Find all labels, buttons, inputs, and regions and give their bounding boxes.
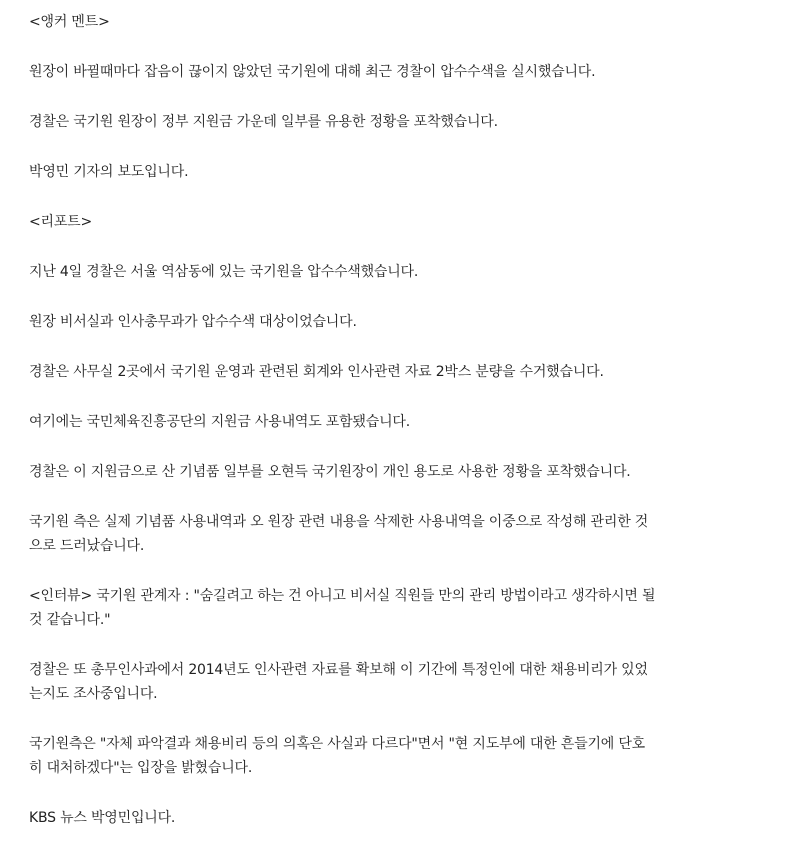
anchor-comment-label: <앵커 멘트> <box>29 14 110 30</box>
paragraph-gap <box>29 334 776 360</box>
paragraph-gap <box>29 558 776 584</box>
paragraph-gap <box>29 706 776 732</box>
lead-paragraph: 경찰은 국기원 원장이 정부 지원금 가운데 일부를 유용한 정황을 포착했습니다. <box>29 114 498 130</box>
body-paragraph: 여기에는 국민체육진흥공단의 지원금 사용내역도 포함됐습니다. <box>29 414 410 430</box>
body-paragraph: 경찰은 또 총무인사과에서 2014년도 인사관련 자료를 확보해 이 기간에 특정인에 대한 채용비리가 있었 는지도 조사중입니다. <box>29 662 648 702</box>
body-paragraph: 경찰은 사무실 2곳에서 국기원 운영과 관련된 회계와 인사관련 자료 2박스 분량을 수거했습니다. <box>29 364 604 380</box>
reporter-intro: 박영민 기자의 보도입니다. <box>29 164 189 180</box>
body-paragraph: 지난 4일 경찰은 서울 역삼동에 있는 국기원을 압수수색했습니다. <box>29 264 419 280</box>
paragraph-gap <box>29 34 776 60</box>
report-section-label: <리포트> <box>29 214 93 230</box>
body-paragraph: 경찰은 이 지원금으로 산 기념품 일부를 오현득 국기원장이 개인 용도로 사용한 정황을 포착했습니다. <box>29 464 631 480</box>
lead-paragraph: 원장이 바뀔때마다 잡음이 끊이지 않았던 국기원에 대해 최근 경찰이 압수수색을 실시했습니다. <box>29 64 596 80</box>
paragraph-gap <box>29 434 776 460</box>
body-paragraph: 원장 비서실과 인사총무과가 압수수색 대상이었습니다. <box>29 314 357 330</box>
paragraph-gap <box>29 284 776 310</box>
paragraph-gap <box>29 134 776 160</box>
interview-quote: <인터뷰> 국기원 관계자 : "숨길려고 하는 건 아니고 비서실 직원들 만의 관리 방법이라고 생각하시면 될 것 같습니다." <box>29 588 656 628</box>
body-paragraph: 국기원 측은 실제 기념품 사용내역과 오 원장 관련 내용을 삭제한 사용내역을 이중으로 작성해 관리한 것 으로 드러났습니다. <box>29 514 649 554</box>
paragraph-gap <box>29 384 776 410</box>
sign-off: KBS 뉴스 박영민입니다. <box>29 810 176 826</box>
paragraph-gap <box>29 632 776 658</box>
paragraph-gap <box>29 484 776 510</box>
body-paragraph: 국기원측은 "자체 파악결과 채용비리 등의 의혹은 사실과 다르다"면서 "현 지도부에 대한 흔들기에 단호 히 대처하겠다"는 입장을 밝혔습니다. <box>29 736 646 776</box>
paragraph-gap <box>29 780 776 806</box>
paragraph-gap <box>29 234 776 260</box>
paragraph-gap <box>29 84 776 110</box>
paragraph-gap <box>29 184 776 210</box>
